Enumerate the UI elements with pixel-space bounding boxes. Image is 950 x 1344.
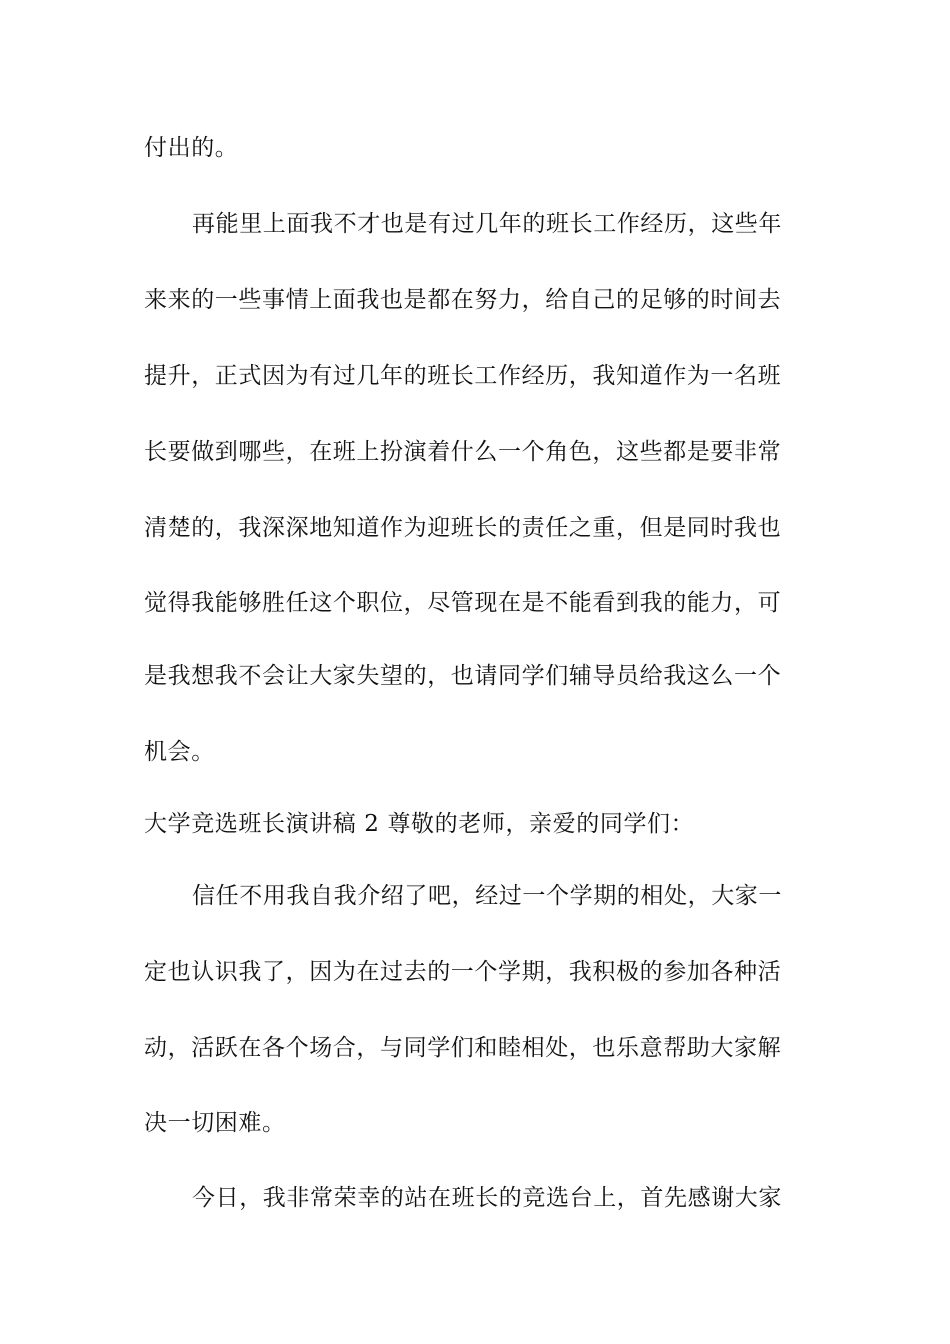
text-line: 提升，正式因为有过几年的班长工作经历，我知道作为一名班 [144, 363, 782, 389]
paragraph-first-line: 再能里上面我不才也是有过几年的班长工作经历，这些年 [192, 211, 782, 237]
text-line: 清楚的，我深深地知道作为迎班长的责任之重，但是同时我也 [144, 515, 782, 541]
text-line: 是我想我不会让大家失望的，也请同学们辅导员给我这么一个 [144, 663, 782, 689]
text-line: 觉得我能够胜任这个职位，尽管现在是不能看到我的能力，可 [144, 590, 782, 616]
text-line: 付出的。 [144, 135, 239, 161]
paragraph-first-line: 信任不用我自我介绍了吧，经过一个学期的相处，大家一 [192, 883, 782, 909]
section-heading: 大学竞选班长演讲稿 2 尊敬的老师，亲爱的同学们： [144, 811, 695, 837]
text-line: 来来的一些事情上面我也是都在努力，给自己的足够的时间去 [144, 287, 782, 313]
text-line: 长要做到哪些，在班上扮演着什么一个角色，这些都是要非常 [144, 439, 782, 465]
text-line: 决一切困难。 [144, 1110, 286, 1136]
text-line: 定也认识我了，因为在过去的一个学期，我积极的参加各种活 [144, 959, 782, 985]
text-line: 机会。 [144, 739, 215, 765]
paragraph-first-line: 今日，我非常荣幸的站在班长的竞选台上，首先感谢大家 [192, 1185, 782, 1211]
text-line: 动，活跃在各个场合，与同学们和睦相处，也乐意帮助大家解 [144, 1035, 782, 1061]
